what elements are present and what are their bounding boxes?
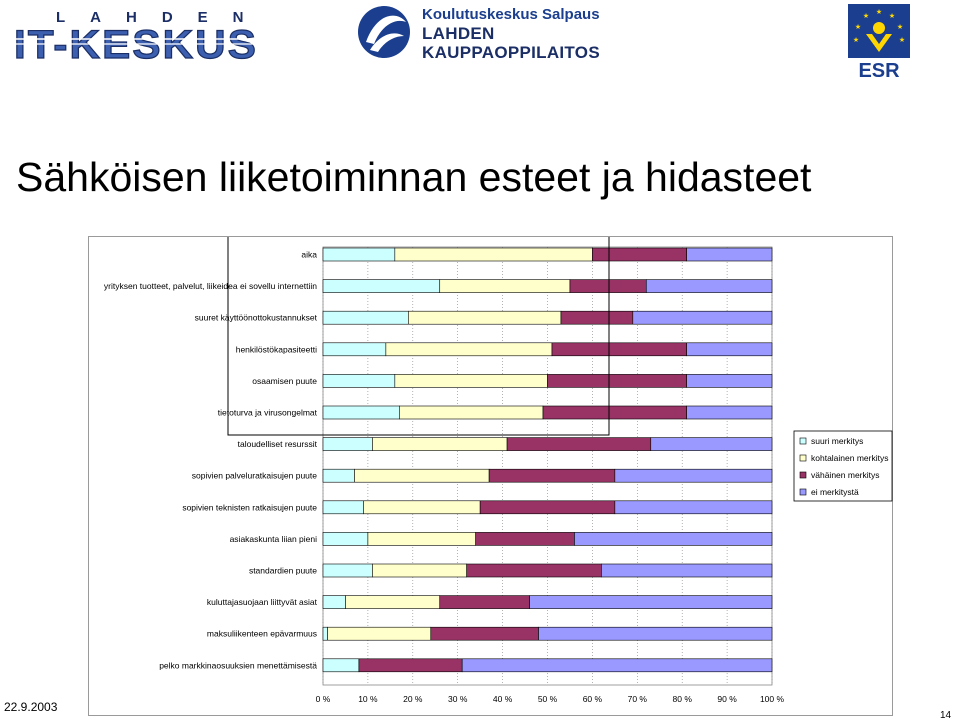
chart-x-tick-labels (316, 694, 785, 704)
x-tick-label: 50 % (537, 694, 558, 704)
bar-segment (462, 659, 772, 672)
category-label: sopivien palveluratkaisujen puute (191, 470, 317, 481)
bar-segment (323, 501, 363, 514)
bar-segment (323, 438, 372, 451)
bar-segment (440, 280, 570, 293)
bar-segment (431, 627, 539, 640)
bar-segment (507, 438, 651, 451)
salpaus-logo (356, 4, 600, 64)
salpaus-logo-line2: LAHDEN (422, 24, 495, 43)
bar-segment (687, 343, 772, 356)
category-label: maksuliikenteen epävarmuus (206, 628, 317, 639)
slide-page-number: 14 (940, 710, 952, 721)
category-label: aika (301, 249, 317, 260)
bar-segment (323, 248, 395, 261)
salpaus-emblem-icon (356, 4, 412, 60)
bar-segment (687, 374, 772, 387)
svg-text:★: ★ (854, 23, 862, 31)
bar-segment (651, 438, 772, 451)
bar-segment (323, 532, 368, 545)
bar-segment (323, 564, 372, 577)
bar-segment (489, 469, 615, 482)
category-label: asiakaskunta liian pieni (229, 533, 317, 544)
bar-segment (570, 280, 646, 293)
x-tick-label: 30 % (448, 694, 468, 704)
bar-segment (327, 627, 430, 640)
svg-text:★: ★ (852, 36, 860, 44)
bar-segment (633, 311, 772, 324)
x-tick-label: 20 % (403, 694, 423, 704)
bar-segment (345, 596, 439, 609)
x-tick-label: 40 % (492, 694, 513, 704)
bar-segment (323, 374, 395, 387)
bar-segment (323, 469, 354, 482)
bar-segment (323, 280, 440, 293)
bar-segment (615, 501, 772, 514)
legend-swatch (800, 472, 806, 478)
bar-segment (368, 532, 476, 545)
it-keskus-logo (12, 6, 262, 68)
bar-segment (354, 469, 489, 482)
legend-label: vähäinen merkitys (811, 470, 880, 480)
category-label: suuret käyttöönottokustannukset (194, 312, 317, 323)
x-tick-label: 10 % (358, 694, 378, 704)
bar-segment (323, 311, 408, 324)
bar-segment (323, 406, 399, 419)
chart-legend (794, 431, 892, 501)
category-label: osaamisen puute (252, 375, 317, 386)
bar-segment (480, 501, 615, 514)
x-tick-label: 80 % (672, 694, 692, 704)
bar-segment (395, 374, 548, 387)
chart-frame (88, 236, 893, 716)
bar-segment (530, 596, 772, 609)
bar-segment (323, 596, 345, 609)
bar-segment (574, 532, 772, 545)
bar-segment (323, 343, 386, 356)
bar-segment (615, 469, 772, 482)
bar-segment (372, 564, 466, 577)
legend-label: ei merkitystä (811, 487, 859, 497)
esr-flag-icon (848, 4, 910, 80)
svg-text:★: ★ (888, 12, 896, 20)
svg-text:★: ★ (875, 8, 883, 16)
esr-logo (848, 4, 910, 80)
category-label: yrityksen tuotteet, palvelut, liikeidea ei sovellu internettiin (103, 281, 317, 292)
x-tick-label: 100 % (759, 694, 785, 704)
category-label: henkilöstökapasiteetti (235, 344, 317, 355)
bar-segment (539, 627, 772, 640)
it-keskus-logo-line2: IT-KESKUS (14, 23, 258, 67)
esr-logo-label: ESR (858, 60, 900, 80)
bar-segment (359, 659, 462, 672)
bar-segment (552, 343, 687, 356)
svg-text:★: ★ (862, 12, 870, 20)
svg-text:★: ★ (898, 36, 906, 44)
bar-segment (323, 627, 327, 640)
bar-segment (601, 564, 772, 577)
category-label: pelko markkinaosuuksien menettämisestä (159, 660, 317, 671)
bar-segment (476, 532, 575, 545)
bar-segment (687, 248, 772, 261)
stacked-bar-chart (89, 237, 894, 717)
slide-date: 22.9.2003 (4, 700, 58, 714)
category-label: taloudelliset resurssit (237, 439, 317, 450)
bar-segment (323, 659, 359, 672)
legend-swatch (800, 455, 806, 461)
x-tick-label: 90 % (717, 694, 737, 704)
bar-segment (467, 564, 602, 577)
bar-segment (395, 248, 593, 261)
salpaus-logo-line1: Koulutuskeskus Salpaus (422, 6, 600, 23)
legend-label: kohtalainen merkitys (811, 453, 889, 463)
category-label: kuluttajasuojaan liittyvät asiat (206, 597, 317, 608)
slide-title: Sähköisen liiketoiminnan esteet ja hidasteet (16, 154, 812, 200)
bar-segment (687, 406, 772, 419)
bar-segment (363, 501, 480, 514)
bar-segment (372, 438, 507, 451)
category-label: sopivien teknisten ratkaisujen puute (182, 502, 317, 513)
x-tick-label: 60 % (582, 694, 603, 704)
bar-segment (399, 406, 543, 419)
legend-swatch (800, 438, 806, 444)
bar-segment (386, 343, 552, 356)
bar-segment (543, 406, 687, 419)
legend-label: suuri merkitys (811, 436, 864, 446)
it-keskus-logo-graphic (12, 6, 262, 68)
bar-segment (646, 280, 772, 293)
bar-segment (561, 311, 633, 324)
chart-category-labels (104, 250, 318, 671)
salpaus-logo-line3: KAUPPAOPPILAITOS (422, 43, 600, 62)
x-tick-label: 0 % (315, 694, 331, 704)
x-tick-label: 70 % (627, 694, 647, 704)
bar-segment (548, 374, 687, 387)
bar-segment (408, 311, 561, 324)
svg-text:★: ★ (896, 23, 904, 31)
category-label: tietoturva ja virusongelmat (217, 407, 317, 418)
legend-swatch (800, 489, 806, 495)
it-keskus-logo-line1: LAHDEN (56, 9, 262, 26)
category-label: standardien puute (248, 565, 317, 576)
bar-segment (592, 248, 686, 261)
bar-segment (440, 596, 530, 609)
